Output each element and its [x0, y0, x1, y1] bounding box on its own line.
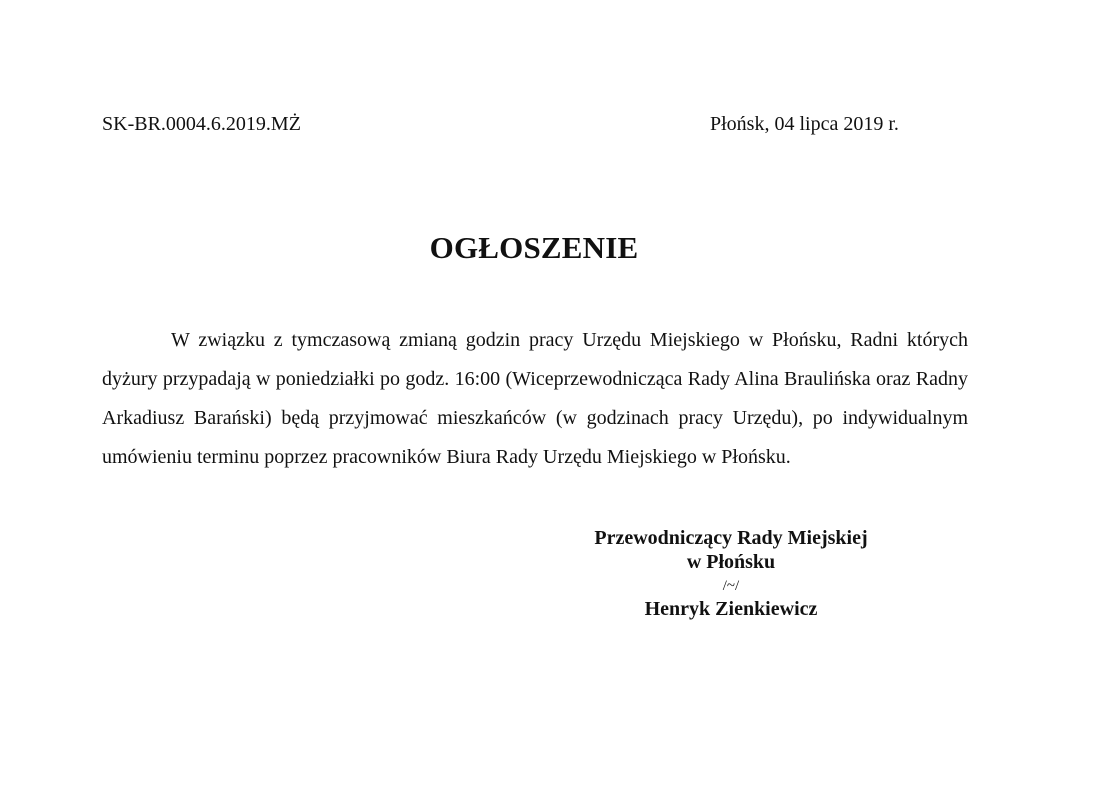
announcement-body: W związku z tymczasową zmianą godzin pracy Urzędu Miejskiego w Płońsku, Radni których dyżury przypadają w poniedziałki po godz. 16:00 (Wiceprzewodnicząca Rady Alina Braulińska oraz Radny Arkadiusz Barański) będą przyjmować mieszkańców (w godzinach pracy Urzędu), po indywidualnym umówieniu terminu poprzez pracowników Biura Rady Urzędu Miejskiego w Płońsku. — [102, 329, 968, 468]
reference-number: SK-BR.0004.6.2019.MŻ — [102, 113, 301, 135]
signatory-name: Henryk Zienkiewicz — [644, 598, 818, 620]
document-title: OGŁOSZENIE — [429, 230, 639, 265]
signatory-position-line1: Przewodniczący Rady Miejskiej — [594, 527, 868, 549]
signature-block — [560, 526, 902, 621]
place-and-date: Płońsk, 04 lipca 2019 r. — [710, 113, 899, 135]
signature-mark: /~/ — [722, 578, 740, 594]
signatory-position-line2: w Płońsku — [686, 551, 776, 573]
